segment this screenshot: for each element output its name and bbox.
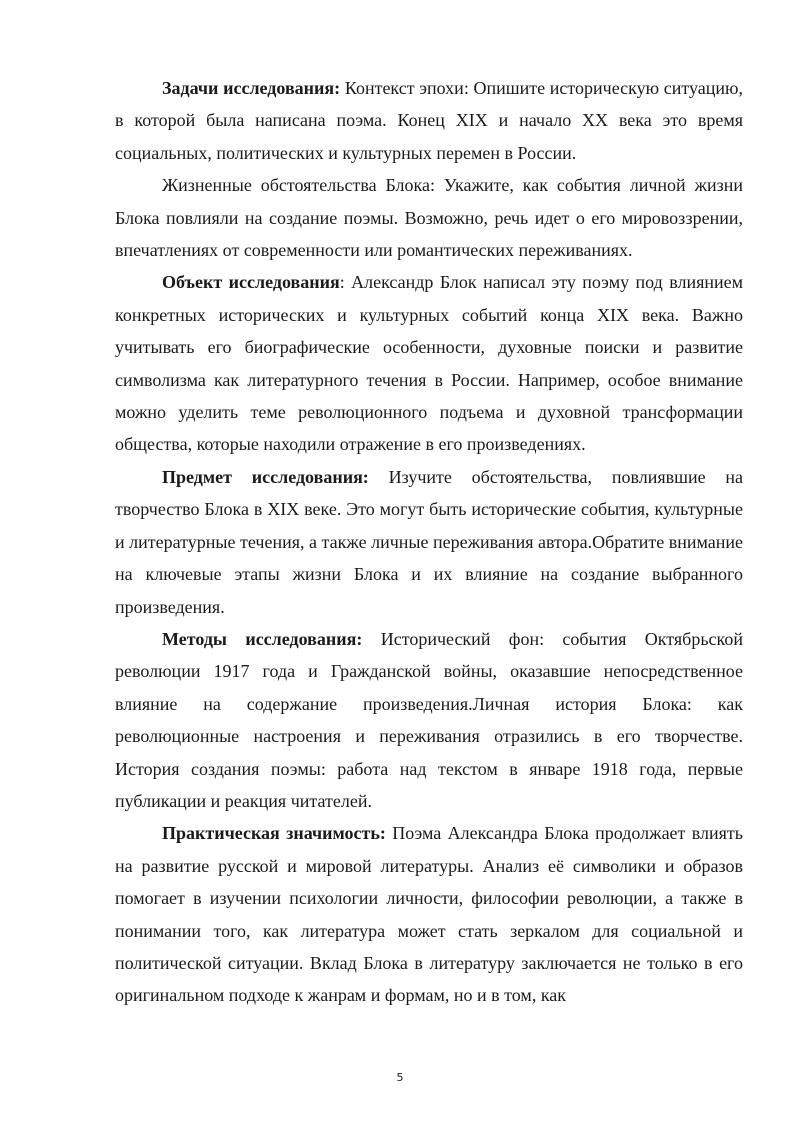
paragraph-text: Контекст эпохи: Опишите историческую ситуацию, в которой была написана поэма. Конец XIX и начало XX века это время социальных, политических и культурных перемен в России.	[115, 78, 743, 163]
paragraph-practical-significance	[115, 817, 743, 1011]
paragraph-heading: Практическая значимость:	[162, 823, 386, 844]
paragraph-heading: Задачи исследования:	[162, 78, 341, 98]
paragraph-research-subject	[115, 461, 743, 623]
page-content	[115, 72, 743, 1012]
paragraph-life-circumstances	[115, 169, 743, 266]
paragraph-text: : Александр Блок написал эту поэму под влиянием конкретных исторических и культурных событий конца XIX века. Важно учитывать его биографические особенности, духовные поиски и развитие символизма как литературного течения в России. Например, особое внимание можно уделить теме революционного подъема и духовной трансформации общества, которые находили отражение в его произведениях.	[115, 272, 743, 455]
paragraph-text: Поэма Александра Блока продолжает влиять на развитие русской и мировой литературы. Анализ её символики и образов помогает в изучении психологии личности, философии революции, а также в понимании того, как литература может стать зеркалом для социальной и политической ситуации. Вклад Блока в литературу заключается не только в его оригинальном подходе к жанрам и формам, но и в том, как	[115, 823, 743, 1006]
paragraph-heading: Объект исследования	[162, 272, 340, 293]
paragraph-heading: Методы исследования:	[162, 628, 363, 649]
page-number: 5	[396, 1071, 404, 1084]
paragraph-text: Изучите обстоятельства, повлиявшие на творчество Блока в XIX веке. Это могут быть исторические события, культурные и литературные течения, а также личные переживания автора.Обратите внимание на ключевые этапы жизни Блока и их влияние на создание выбранного произведения.	[115, 466, 744, 617]
paragraph-heading: Предмет исследования:	[162, 466, 369, 487]
paragraph-research-tasks	[115, 72, 743, 169]
paragraph-research-object	[115, 266, 743, 460]
paragraph-research-methods	[115, 623, 743, 817]
paragraph-text: Исторический фон: события Октябрьской революции 1917 года и Гражданской войны, оказавшие непосредственное влияние на содержание произведения.Личная история Блока: как революционные настроения и переживания отразились в его творчестве. История создания поэмы: работа над текстом в январе 1918 года, первые публикации и реакция читателей.	[115, 628, 743, 811]
paragraph-text: Жизненные обстоятельства Блока: Укажите, как события личной жизни Блока повлияли на создание поэмы. Возможно, речь идет о его мировоззрении, впечатлениях от современности или романтических переживаниях.	[115, 175, 743, 261]
